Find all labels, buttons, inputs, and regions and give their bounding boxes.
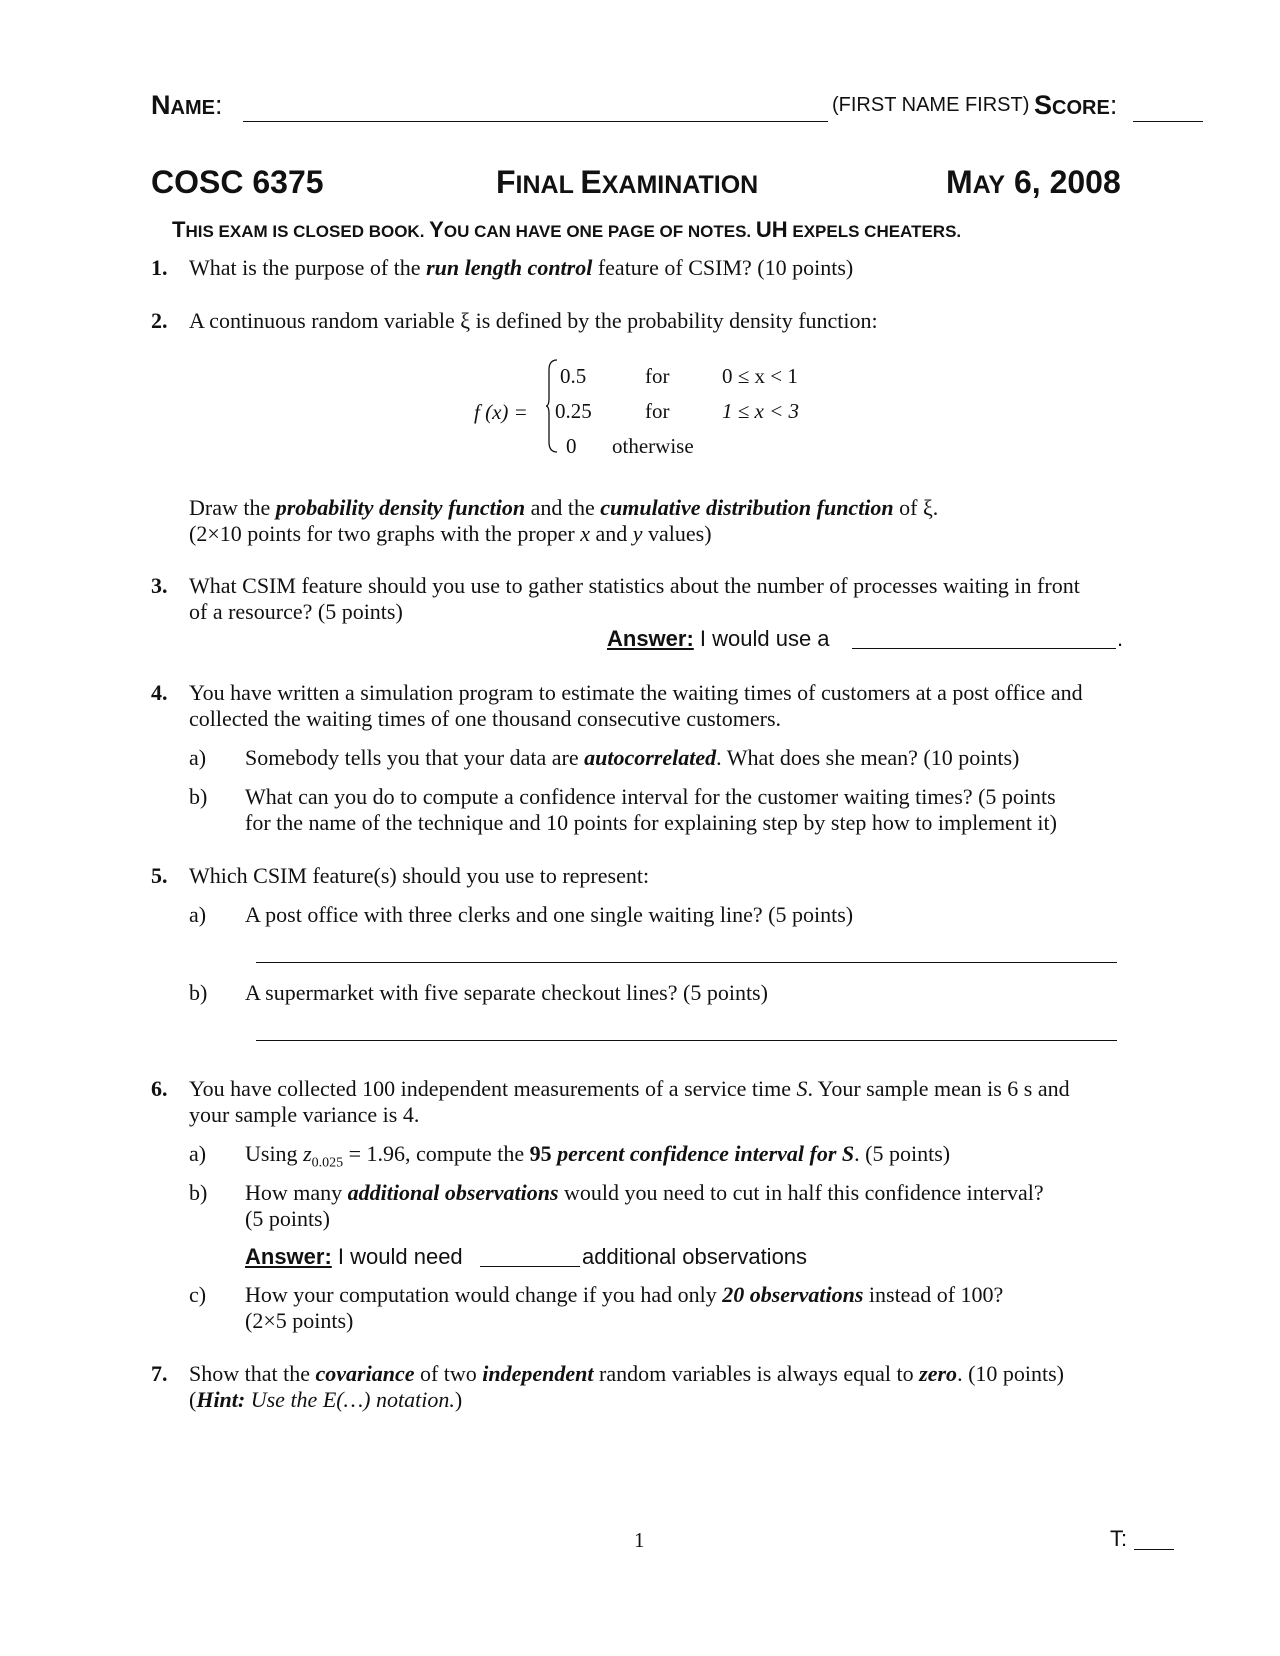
points-note: (2×10 points for two graphs with the proper x and y values) [189,521,712,546]
exam-date: MAY 6, 2008 [946,164,1121,200]
formula-condition: for [645,399,670,423]
formula-value: 0.25 [555,399,592,423]
answer-line: Answer: I would use a [607,626,830,651]
total-label: T: [1110,1526,1128,1551]
question-text: Draw the probability density function and the cumulative distribution function of ξ. [189,495,939,520]
question-text: You have written a simulation program to estimate the waiting times of customers at a post office and [189,680,1083,705]
subquestion-text: A post office with three clerks and one single waiting line? (5 points) [245,902,854,927]
answer-line: Answer: I would need [245,1244,463,1269]
answer-end: additional observations [582,1244,808,1269]
question-text: What CSIM feature should you use to gather statistics about the number of processes waiting in front [189,573,1080,598]
question-text: your sample variance is 4. [189,1102,420,1127]
subquestion-text: (5 points) [245,1206,330,1231]
question-text: What is the purpose of the run length control feature of CSIM? (10 points) [189,255,854,280]
total-blank[interactable] [1134,1549,1174,1550]
subquestion-label: c) [189,1282,207,1307]
formula-condition: for [645,364,670,388]
formula-value: 0.5 [560,364,587,388]
subquestion-text: What can you do to compute a confidence interval for the customer waiting times? (5 points [245,784,1056,809]
subquestion-label: a) [189,745,207,770]
question-number: 5. [151,863,168,888]
page-number: 1 [634,1528,645,1552]
formula-range: 0 ≤ x < 1 [722,364,798,388]
question-number: 7. [151,1361,168,1386]
question-text: Which CSIM feature(s) should you use to represent: [189,863,650,888]
formula-condition: otherwise [612,434,694,458]
exam-rules: THIS EXAM IS CLOSED BOOK. YOU CAN HAVE ONE PAGE OF NOTES. UH EXPELS CHEATERS. [172,217,962,242]
question-text: A continuous random variable ξ is defined by the probability density function: [189,308,878,333]
formula-range: 1 ≤ x < 3 [722,399,800,423]
score-blank[interactable] [1133,121,1203,122]
subquestion-text: Somebody tells you that your data are autocorrelated. What does she mean? (10 points) [245,745,1020,770]
answer-blank[interactable] [480,1266,580,1267]
answer-blank[interactable] [256,1040,1117,1041]
answer-end: . [1117,626,1124,651]
question-number: 6. [151,1076,168,1101]
score-label: SCORE: [1034,90,1118,120]
question-text: of a resource? (5 points) [189,599,403,624]
question-text: collected the waiting times of one thousand consecutive customers. [189,706,782,731]
course-code: COSC 6375 [151,164,324,200]
question-number: 4. [151,680,168,705]
hint-text: (Hint: Use the E(…) notation.) [189,1387,463,1412]
subquestion-text: for the name of the technique and 10 points for explaining step by step how to implement it) [245,810,1057,835]
subquestion-text: How many additional observations would you need to cut in half this confidence interval? [245,1180,1044,1205]
subquestion-label: a) [189,902,207,927]
subquestion-label: b) [189,980,208,1005]
first-name-note: (FIRST NAME FIRST) [832,94,1030,116]
exam-title: FINAL EXAMINATION [496,164,759,200]
question-number: 3. [151,573,168,598]
name-label: NAME: [151,90,223,120]
subquestion-text: How your computation would change if you had only 20 observations instead of 100? [245,1282,1004,1307]
name-blank[interactable] [243,121,828,122]
question-text: Show that the covariance of two independent random variables is always equal to zero. (10 points) [189,1361,1065,1386]
formula-lhs: f (x) = [474,400,528,424]
formula-value: 0 [566,434,577,458]
subquestion-label: b) [189,784,208,809]
answer-blank[interactable] [256,962,1117,963]
subquestion-text: Using $z_{0.025} = 1.96$, compute the 95 percent confidence interval for S. (5 points) [245,1141,951,1171]
subquestion-text: A supermarket with five separate checkout lines? (5 points) [245,980,768,1005]
question-number: 2. [151,308,168,333]
answer-blank[interactable] [852,648,1116,649]
question-text: You have collected 100 independent measurements of a service time S. Your sample mean is 6 s and [189,1076,1070,1101]
question-number: 1. [151,255,168,280]
subquestion-text: (2×5 points) [245,1308,354,1333]
subquestion-label: a) [189,1141,207,1166]
subquestion-label: b) [189,1180,208,1205]
